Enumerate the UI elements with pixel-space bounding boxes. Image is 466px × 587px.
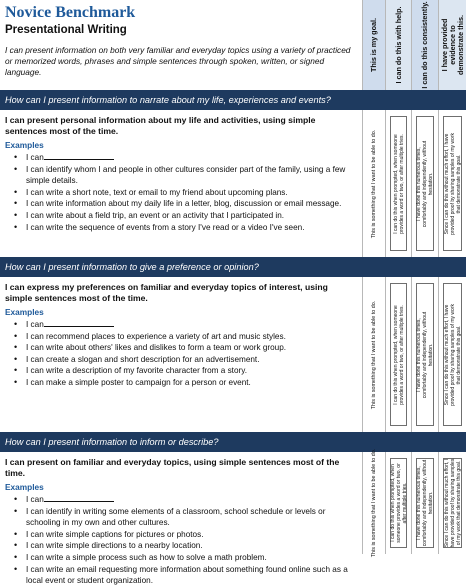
section-text xyxy=(0,277,362,389)
checkbox-cell-help[interactable] xyxy=(385,452,411,554)
examples-list xyxy=(5,319,357,389)
page-subtitle: Presentational Writing xyxy=(5,24,127,36)
list-item: • I can write a short note, text or email to my friend about upcoming plans. xyxy=(5,187,357,199)
checkbox-cell-help[interactable] xyxy=(385,110,411,257)
examples-list xyxy=(5,152,357,233)
column-header-consistent-label: I can do this consistently. xyxy=(420,1,429,89)
section-text xyxy=(0,110,362,233)
list-item: • I can create a slogan and short description for an advertisement. xyxy=(5,354,357,366)
list-item-text: I can xyxy=(26,320,44,329)
column-header-help xyxy=(385,0,411,90)
section-goal: I can present personal information about my life and activities, using simple sentences most of the time. xyxy=(5,115,316,136)
column-header-evidence xyxy=(438,0,466,90)
list-item-text: I can xyxy=(26,495,44,504)
cell-prompt-help: I can do this when prompted, when someone provides a word or two, or after multiple tries. xyxy=(392,304,405,405)
cell-prompt-goal: This is something that I want to be able to do. xyxy=(371,448,377,558)
examples-label: Examples xyxy=(5,482,44,492)
page-title: Novice Benchmark xyxy=(5,4,136,21)
list-item xyxy=(5,494,357,506)
section-text xyxy=(0,452,362,587)
section-goal: I can present on familiar and everyday topics, using simple sentences most of the time. xyxy=(5,457,340,478)
section-preference xyxy=(0,277,466,432)
checkbox-cell-goal[interactable] xyxy=(362,448,385,558)
cell-prompt-consistent: I have done this numerous times, comfortably and independently, without hesitation. xyxy=(416,140,434,227)
section-question-bar: How can I present information to give a preference or opinion? xyxy=(0,257,466,277)
cell-prompt-consistent: I have done this numerous times, comfortably and independently, without hesitation. xyxy=(416,459,434,547)
column-header-help-label: I can do this with help. xyxy=(393,6,403,84)
examples-label: Examples xyxy=(5,140,44,150)
checkbox-cell-evidence[interactable] xyxy=(438,110,466,257)
cell-prompt-help: I can do this when prompted, when someone provides a word or two, or after multiple tries. xyxy=(389,463,408,543)
column-header-goal-label: This is my goal. xyxy=(369,18,378,72)
header xyxy=(0,0,466,90)
cell-prompt-goal: This is something that I want to be able to do. xyxy=(371,300,377,409)
checkbox-cell-help[interactable] xyxy=(385,277,411,432)
title-block xyxy=(0,0,362,90)
list-item: • I can make a simple poster to campaign for a person or event. xyxy=(5,377,357,389)
fill-in-blank[interactable] xyxy=(44,152,114,160)
list-item: • I can write information about my daily life in a letter, blog, discussion or email message. xyxy=(5,198,357,210)
list-item xyxy=(5,319,357,331)
cell-prompt-help: I can do this when prompted, when someone provides a word or two, or after multiple tries. xyxy=(392,133,405,234)
list-item-text: I can xyxy=(26,153,44,162)
list-item: • I can write about others' likes and dislikes to form a team or work group. xyxy=(5,342,357,354)
intro-statement: I can present information on both very familiar and everyday topics using a variety of practiced or memorized words, phrases and simple sentences through spoken, written, or signed language. xyxy=(5,45,351,77)
examples-list xyxy=(5,494,357,587)
cell-prompt-evidence: Since I can do this without much effort, I have provided proof by sharing samples of my work that demonstrate this goal. xyxy=(443,132,462,235)
list-item: • I can write a simple process such as how to solve a math problem. xyxy=(5,552,357,564)
examples-label: Examples xyxy=(5,307,44,317)
column-header-goal xyxy=(362,0,385,90)
section-narrate xyxy=(0,110,466,257)
fill-in-blank[interactable] xyxy=(44,494,114,502)
list-item: • I can write simple directions to a nearby location. xyxy=(5,540,357,552)
checkbox-cell-goal[interactable] xyxy=(362,277,385,432)
cell-prompt-evidence: Since I can do this without much effort, I have provided proof by sharing samples of my work that demonstrate this goal. xyxy=(443,303,462,406)
list-item: • I can write a description of my favorite character from a story. xyxy=(5,365,357,377)
list-item: • I can identify whom I and people in other cultures consider part of the family, using a few simple details. xyxy=(5,164,357,187)
list-item: • I can write simple captions for pictures or photos. xyxy=(5,529,357,541)
column-header-consistent xyxy=(411,0,438,90)
section-question-bar: How can I present information to narrate about my life, experiences and events? xyxy=(0,90,466,110)
checkbox-cell-consistent[interactable] xyxy=(411,110,438,257)
list-item xyxy=(5,152,357,164)
section-inform xyxy=(0,448,466,586)
checkbox-cell-evidence[interactable] xyxy=(438,277,466,432)
cell-prompt-consistent: I have done this numerous times, comfortably and independently, without hesitation. xyxy=(416,311,434,398)
list-item: • I can write the sequence of events from a story I've read or a video I've seen. xyxy=(5,222,357,234)
column-header-evidence-label: I have provided evidence to demonstrate this. xyxy=(439,15,465,75)
cell-prompt-goal: This is something that I want to be able to do. xyxy=(371,129,377,238)
checkbox-cell-goal[interactable] xyxy=(362,110,385,257)
section-question-bar: How can I present information to inform or describe? xyxy=(0,432,466,452)
list-item: • I can identify in writing some elements of a classroom, school schedule or levels or schooling in my own and other cultures. xyxy=(5,506,357,529)
checkbox-cell-evidence[interactable] xyxy=(438,452,466,554)
checkbox-cell-consistent[interactable] xyxy=(411,277,438,432)
fill-in-blank[interactable] xyxy=(44,319,114,327)
checkbox-cell-consistent[interactable] xyxy=(411,452,438,554)
cell-prompt-evidence: Since I can do this without much effort, I have provided proof by sharing samples of my work that demonstrate this goal. xyxy=(443,458,462,548)
list-item: • I can write about a field trip, an event or an activity that I participated in. xyxy=(5,210,357,222)
list-item: • I can recommend places to experience a variety of art and music styles. xyxy=(5,331,357,343)
section-goal: I can express my preferences on familiar and everyday topics of interest, using simple sentences most of the time. xyxy=(5,282,328,303)
list-item: • I can write an email requesting more information about something found online such as a local event or student organization. xyxy=(5,564,357,587)
